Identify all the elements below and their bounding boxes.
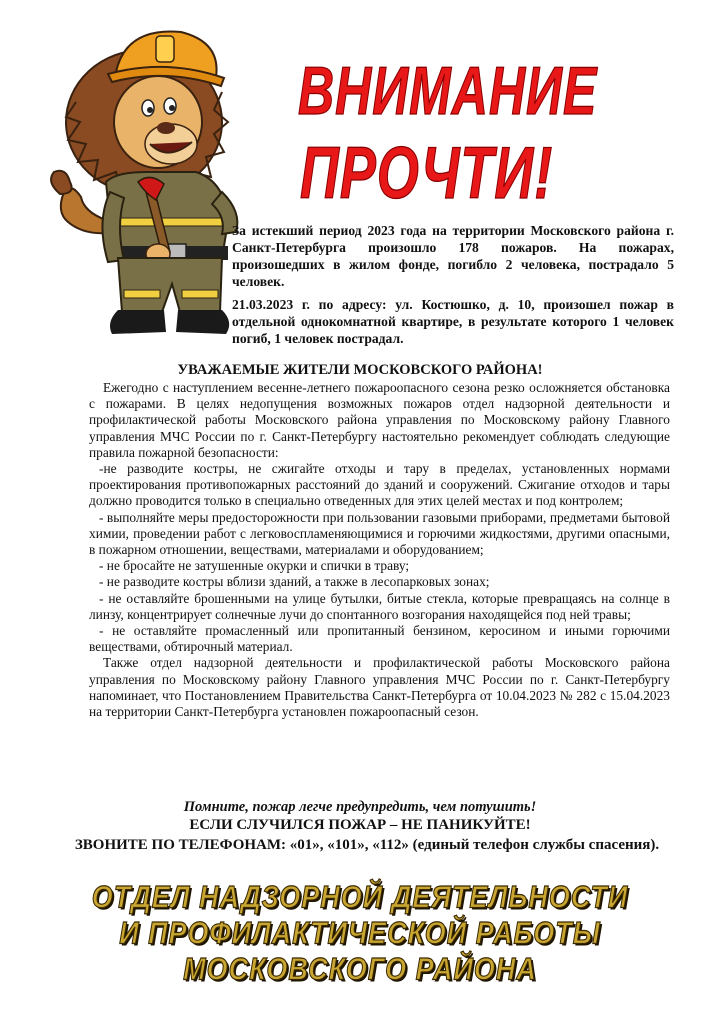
rule-item: - выполняйте меры предосторожности при пользовании газовыми приборами, предметами бытовой химии, проведении работ с легковоспламеняющимися и горючими жидкостями, другими опасными, в пожарном отношении, веществами, материалами и оборудованием; — [89, 509, 670, 558]
safety-rules-text — [89, 380, 670, 720]
residents-heading: УВАЖАЕМЫЕ ЖИТЕЛИ МОСКОВСКОГО РАЙОНА! — [177, 362, 543, 378]
department-title-line3: МОСКОВСКОГО РАЙОНА — [183, 951, 537, 987]
body-paragraph: Ежегодно с наступлением весенне-летнего пожароопасного сезона резко осложняется обстановка с пожарами. В целях недопущения возможных пожаров отдел надзорной деятельности и профилактической работы Московского района управления по Московскому району Главного управления МЧС России по г. Санкт-Петербургу настоятельно рекомендует соблюдать следующие правила пожарной безопасности: — [89, 380, 670, 460]
remember-slogan: Помните, пожар легче предупредить, чем потушить! — [183, 799, 537, 815]
no-panic-warning: ЕСЛИ СЛУЧИЛСЯ ПОЖАР – НЕ ПАНИКУЙТЕ! — [189, 817, 531, 833]
emergency-phones: ЗВОНИТЕ ПО ТЕЛЕФОНАМ: «01», «101», «112» (единый телефон службы спасения). — [74, 837, 660, 853]
headline-attention: ВНИМАНИЕ — [298, 53, 598, 129]
body-paragraph: Также отдел надзорной деятельности и профилактической работы Московского района управления по Московскому району Главного управления МЧС России по г. Санкт-Петербургу напоминает, что Постановлением Правительства Санкт-Петербурга от 10.04.2023 № 282 с 15.04.2023 на территории Санкт-Петербурга установлен пожароопасный сезон. — [89, 655, 670, 720]
intro-incident-paragraph: 21.03.2023 г. по адресу: ул. Костюшко, д. 10, произошел пожар в отдельной однокомнатной квартире, в результате которого 1 человек погиб, 1 человек пострадал. — [232, 297, 674, 346]
rule-item: - не оставляйте промасленный или пропитанный бензином, керосином и иными горючими веществами, обтирочный материал. — [89, 623, 670, 655]
rule-item: -не разводите костры, не сжигайте отходы и тару в пределах, установленных нормами проектирования противопожарных расстояний до зданий и сооружений. Сжигание отходов и тары должно проводится только в специально отведенных для этих целей местах и под контролем; — [89, 461, 670, 509]
firefighter-lion-mascot — [46, 22, 246, 340]
rule-item: - не бросайте не затушенные окурки и спички в траву; — [99, 558, 410, 574]
headline-read: ПРОЧТИ! — [300, 133, 554, 215]
department-title-line1: ОТДЕЛ НАДЗОРНОЙ ДЕЯТЕЛЬНОСТИ — [91, 879, 629, 915]
department-title-line2: И ПРОФИЛАКТИЧЕСКОЙ РАБОТЫ — [119, 915, 601, 951]
rule-item: - не оставляйте брошенными на улице бутылки, битые стекла, которые превращаясь на солнце в линзу, концентрирует солнечные лучи до спонтанного возгорания находящейся под ней травы; — [89, 590, 670, 622]
rule-item: - не разводите костры вблизи зданий, а также в лесопарковых зонах; — [99, 574, 490, 590]
intro-statistics-paragraph: За истекший период 2023 года на территории Московского района г. Санкт-Петербурга произошло 178 пожаров. На пожарах, произошедших в жилом фонде, погибло 2 человека, пострадало 5 человек. — [232, 223, 674, 289]
